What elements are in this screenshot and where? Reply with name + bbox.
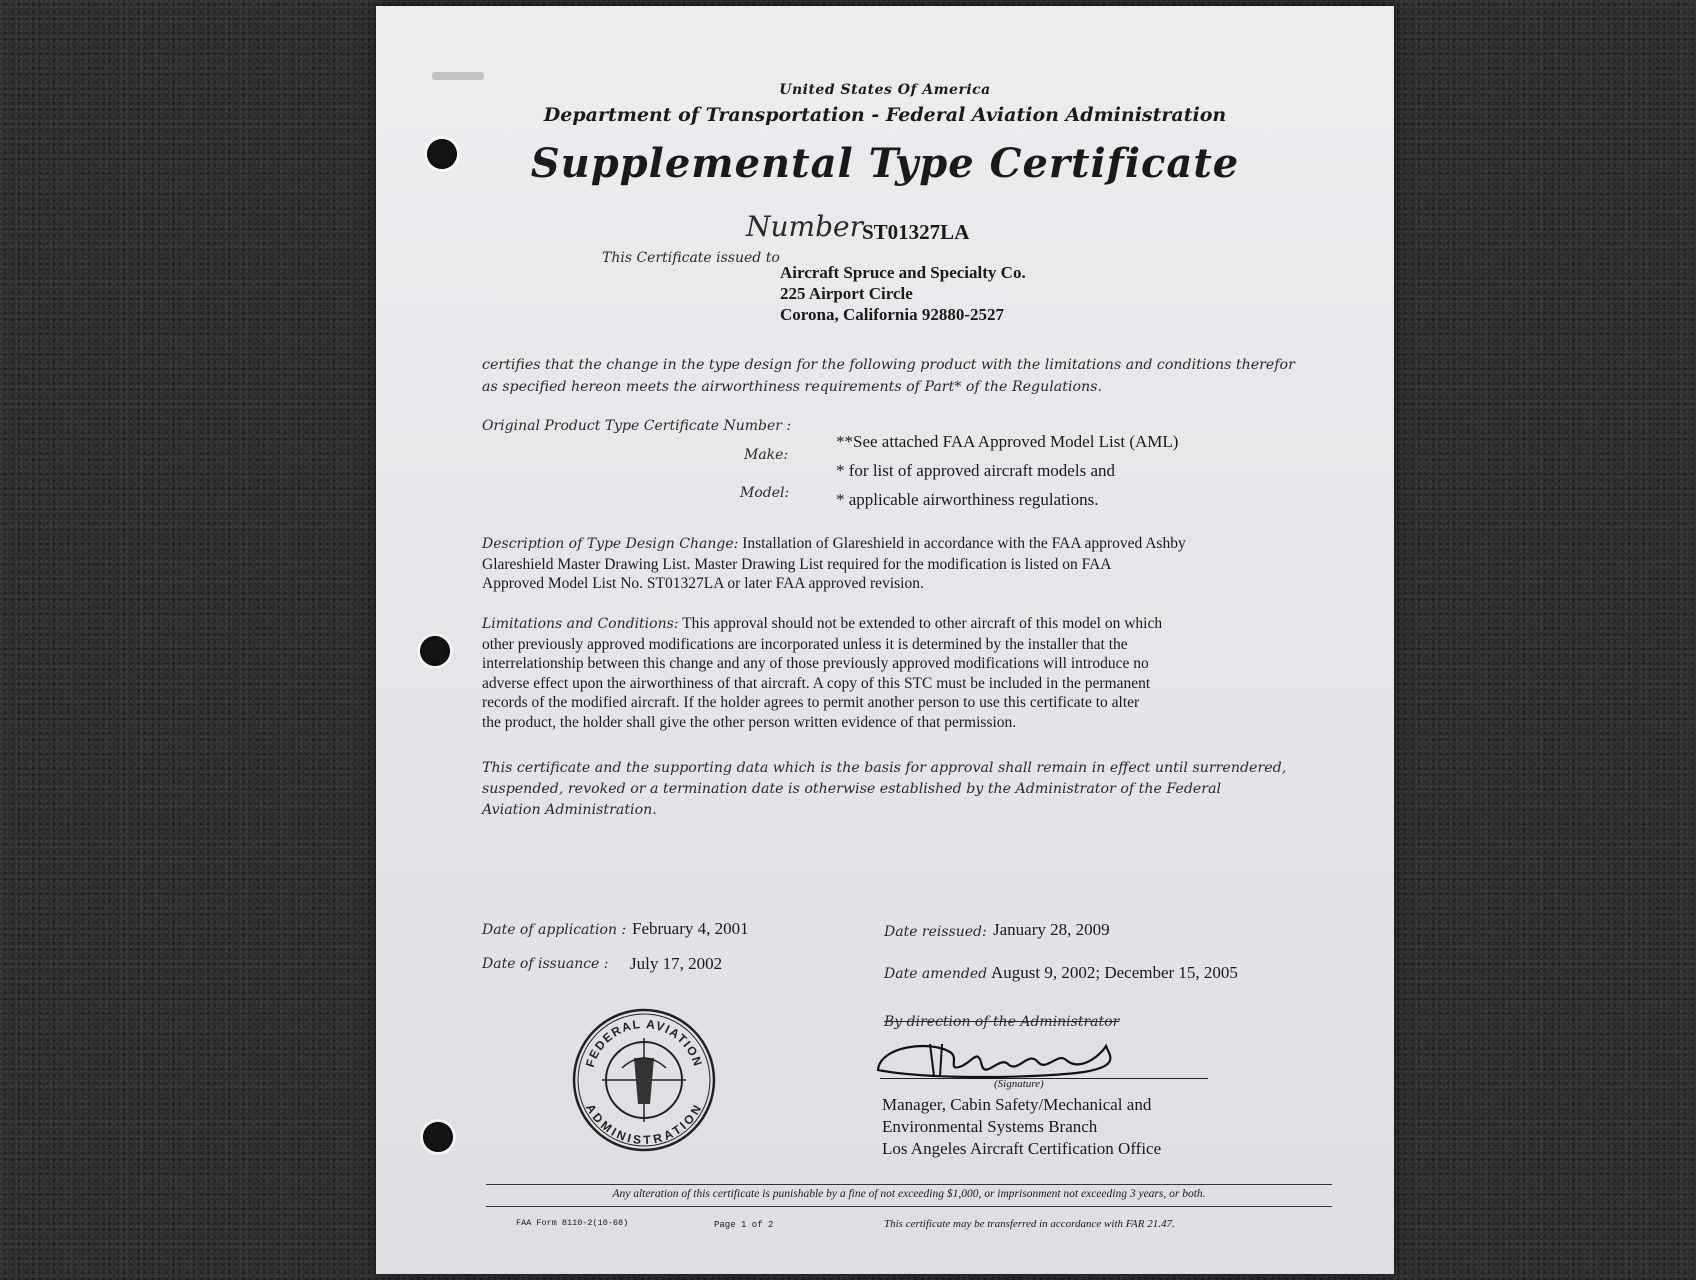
direction-line: By direction of the Administrator xyxy=(884,1014,1120,1030)
reissued-date-label: Date reissued: xyxy=(884,924,987,940)
limitations-line-6: the product, the holder shall give the other person written evidence of that permission. xyxy=(482,713,1017,731)
holder-address-street: 225 Airport Circle xyxy=(780,284,913,303)
form-number: FAA Form 8110-2(10-68) xyxy=(516,1218,629,1228)
signature-line xyxy=(880,1078,1208,1079)
limitations-line-5: records of the modified aircraft. If the holder agrees to permit another person to use this certificate to alter xyxy=(482,694,1140,711)
product-aml-line: **See attached FAA Approved Model List (AML) xyxy=(836,432,1179,451)
department-heading: Department of Transportation - Federal Aviation Administration xyxy=(543,104,1227,126)
original-tc-label: Original Product Type Certificate Number : xyxy=(482,418,792,434)
limitations-block xyxy=(482,614,1282,732)
seal-top-text: FEDERAL AVIATION xyxy=(582,1016,706,1069)
description-line-1: Installation of Glareshield in accordance with the FAA approved Ashby xyxy=(742,535,1186,552)
make-label: Make: xyxy=(744,447,789,463)
page-number: Page 1 of 2 xyxy=(714,1220,774,1230)
product-regulations-line: * applicable airworthiness regulations. xyxy=(836,490,1099,509)
faa-seal xyxy=(572,1008,716,1152)
amended-date: August 9, 2002; December 15, 2005 xyxy=(991,963,1238,982)
staple-mark xyxy=(432,72,484,80)
certifies-line-2: as specified hereon meets the airworthiness requirements of Part* of the Regulations. xyxy=(482,379,1102,395)
reissued-date: January 28, 2009 xyxy=(993,920,1110,939)
issuance-date: July 17, 2002 xyxy=(630,954,723,973)
handwritten-signature xyxy=(870,1026,1130,1086)
validity-line-1: This certificate and the supporting data which is the basis for approval shall remain in effect until surrendered, xyxy=(482,760,1287,776)
signatory-title-1: Manager, Cabin Safety/Mechanical and xyxy=(882,1095,1152,1114)
signatory-title xyxy=(882,1094,1161,1160)
signatory-title-3: Los Angeles Aircraft Certification Office xyxy=(882,1139,1162,1158)
validity-line-3: Aviation Administration. xyxy=(482,802,657,818)
signature-label: (Signature) xyxy=(994,1078,1044,1090)
validity-line-2: suspended, revoked or a termination date is otherwise established by the Administrator of the Federal xyxy=(482,781,1222,797)
punch-hole-middle xyxy=(420,636,450,666)
description-line-2: Glareshield Master Drawing List. Master Drawing List required for the modification is listed on FAA xyxy=(482,555,1112,573)
validity-statement xyxy=(482,758,1286,821)
description-block xyxy=(482,534,1262,594)
holder-name: Aircraft Spruce and Specialty Co. xyxy=(780,263,1026,282)
description-label: Description of Type Design Change: xyxy=(482,536,739,552)
limitations-line-1: This approval should not be extended to other aircraft of this model on which xyxy=(682,615,1163,632)
holder-address-city: Corona, California 92880-2527 xyxy=(780,305,1004,324)
seal-bottom-text: ADMINISTRATION xyxy=(583,1101,705,1148)
number-label: Number xyxy=(746,210,863,243)
certificate-number: ST01327LA xyxy=(862,220,970,244)
limitations-line-2: other previously approved modifications are incorporated unless it is determined by the installer that the xyxy=(482,635,1128,653)
footer-rule-bottom xyxy=(486,1206,1332,1207)
certificate-page xyxy=(376,6,1394,1274)
limitations-line-4: adverse effect upon the airworthiness of that aircraft. A copy of this STC must be included in the permanent xyxy=(482,674,1151,692)
limitations-line-3: interrelationship between this change and any of those previously approved modifications will introduce no xyxy=(482,655,1149,672)
punch-hole-bottom xyxy=(423,1122,453,1152)
issued-to-label: This Certificate issued to xyxy=(602,250,780,266)
limitations-label: Limitations and Conditions: xyxy=(482,616,679,632)
holder-block xyxy=(780,262,1026,325)
issuance-date-label: Date of issuance : xyxy=(482,956,609,972)
country-heading: United States Of America xyxy=(779,82,991,98)
alteration-warning: Any alteration of this certificate is punishable by a fine of not exceeding $1,000, or imprisonment not exceeding 3 years, or both. xyxy=(612,1188,1206,1200)
certifies-statement xyxy=(482,354,1362,398)
certificate-title: Supplemental Type Certificate xyxy=(530,140,1240,187)
product-models-line: * for list of approved aircraft models and xyxy=(836,461,1115,480)
signatory-title-2: Environmental Systems Branch xyxy=(882,1117,1098,1136)
certifies-line-1: certifies that the change in the type design for the following product with the limitations and conditions therefor xyxy=(482,357,1295,373)
application-date: February 4, 2001 xyxy=(632,919,749,938)
description-line-3: Approved Model List No. ST01327LA or later FAA approved revision. xyxy=(482,575,924,592)
transfer-note: This certificate may be transferred in accordance with FAR 21.47. xyxy=(884,1218,1175,1230)
footer-rule-top xyxy=(486,1184,1332,1185)
application-date-label: Date of application : xyxy=(482,922,627,938)
model-label: Model: xyxy=(740,485,790,501)
amended-date-label: Date amended : xyxy=(884,966,997,982)
